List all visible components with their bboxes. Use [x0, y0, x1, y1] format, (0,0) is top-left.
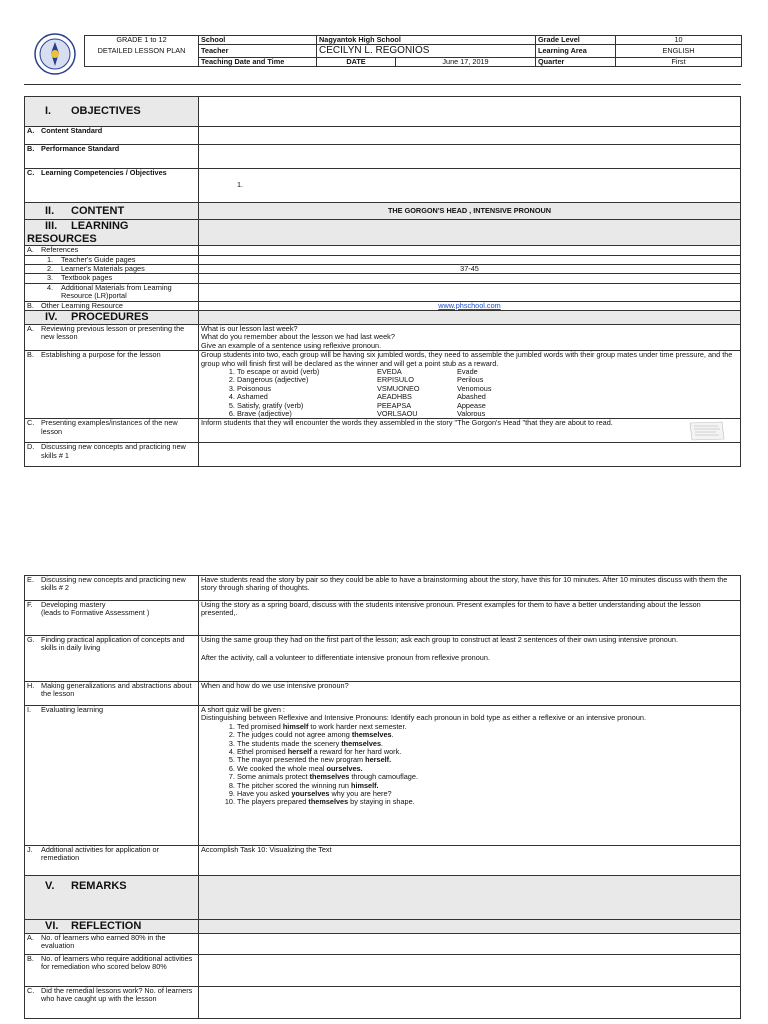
generalizations-content: When and how do we use intensive pronoun?: [199, 682, 741, 706]
lesson-plan-table-2: [24, 575, 741, 1019]
practical-application-label: G. Finding practical application of concepts and skills in daily living: [25, 636, 199, 682]
document-thumbnail-icon: [688, 421, 726, 441]
list-item: 6. We cooked the whole meal ourselves.: [237, 765, 738, 773]
learners-materials-label: 2. Learner's Materials pages: [25, 265, 199, 274]
developing-mastery-content: Using the story as a spring board, discuss with the students intensive pronoun. Present examples for them to have a better understanding about the lesson presented,.: [199, 601, 741, 636]
quarter-label: Quarter: [536, 57, 616, 66]
list-item: 10. The players prepared themselves by staying in shape.: [237, 798, 738, 806]
additional-materials-label: 4. Additional Materials from Learning Resource (LR)portal: [25, 283, 199, 301]
page-separator: [24, 84, 741, 85]
teacher-value: CECILYN L. REGONIOS: [317, 45, 536, 58]
date-label: Teaching Date and Time: [199, 57, 317, 66]
performance-standard-label: B. Performance Standard: [25, 145, 199, 169]
discussing-concepts-2-label: E. Discussing new concepts and practicing new skills # 2: [25, 576, 199, 601]
learners-materials-value: 37-45: [199, 265, 741, 274]
quarter-value: First: [616, 57, 742, 66]
content-heading: II. CONTENT: [25, 203, 199, 220]
quiz-list: [201, 723, 738, 807]
reviewing-lesson-label: A. Reviewing previous lesson or presenting the new lesson: [25, 325, 199, 351]
additional-activities-content: Accomplish Task 10: Visualizing the Text: [199, 846, 741, 876]
list-item: 9. Have you asked yourselves why you are here?: [237, 790, 738, 798]
references-label: A. References: [25, 246, 199, 255]
date-sub-label: DATE: [317, 57, 396, 66]
discussing-concepts-2-content: Have students read the story by pair so they could be able to have a brainstorming about the story, have this for 10 minutes. After 10 minutes discuss with them the story through sharing of thoughts.: [199, 576, 741, 601]
reflection-c-label: C. Did the remedial lessons work? No. of learners who have caught up with the lesson: [25, 986, 199, 1018]
presenting-examples-label: C. Presenting examples/instances of the new lesson: [25, 419, 199, 443]
objectives-heading: I. OBJECTIVES: [25, 97, 199, 127]
header-title-2: DETAILED LESSON PLAN: [85, 45, 199, 58]
date-value: June 17, 2019: [396, 57, 536, 66]
list-item: 5. Satisfy, gratify (verb) PEEAPSA Appease: [237, 402, 738, 410]
evaluating-learning-content: A short quiz will be given : Distinguishing between Reflexive and Intensive Pronouns: Identify each pronoun in bold type as either a reflexive or an intensive pronoun. 1. Ted promised himself to work harder next semester. 2. The judges could not agree among themselves. 3. The students made the scenery themselves. 4. Ethel promised herself a reward for her hard work. 5. The mayor presented the new program herself. 6. We cooked the whole meal ourselves. 7. Some animals protect themselves through camouflage. 8. The pitcher scored the winning run himself. 9. Have you asked yourselves why you are here? 10. The players prepared themselves by staying in shape.: [199, 706, 741, 846]
grade-label: Grade Level: [536, 36, 616, 45]
list-item: 3. The students made the scenery themselves.: [237, 740, 738, 748]
procedures-heading: IV. PROCEDURES: [25, 311, 199, 325]
list-item: 4. Ethel promised herself a reward for her hard work.: [237, 748, 738, 756]
generalizations-label: H. Making generalizations and abstractions about the lesson: [25, 682, 199, 706]
teacher-label: Teacher: [199, 45, 317, 58]
textbook-pages-label: 3. Textbook pages: [25, 274, 199, 283]
school-value: Nagyantok High School: [317, 36, 536, 45]
area-value: ENGLISH: [616, 45, 742, 58]
reflection-b-label: B. No. of learners who require additional activities for remediation who scored below 80%: [25, 954, 199, 986]
header-table: [84, 35, 742, 67]
list-item: 1. Ted promised himself to work harder next semester.: [237, 723, 738, 731]
list-item: 5. The mayor presented the new program herself.: [237, 756, 738, 764]
list-item: 2. The judges could not agree among themselves.: [237, 731, 738, 739]
list-item: 4. Ashamed AEADHBS Abashed: [237, 393, 738, 401]
list-item: 6. Brave (adjective) VORLSAOU Valorous: [237, 410, 738, 418]
list-item: 3. Poisonous VSMUONEO Venomous: [237, 385, 738, 393]
phschool-link[interactable]: www.phschool.com: [438, 301, 501, 310]
establishing-purpose-content: Group students into two, each group will be having six jumbled words, they need to assemble the jumbled words with their group mates under time pressure, and the group who will finish first will be declared as the winner and will get a point stub as a reward. 1. To escape or avoid (verb) EVEDA Evade 2. Dangerous (adjective) ERPISULO Perilous 3. Poisonous VSMUONEO Venomous 4. Ashamed AEADHBS Abashed 5. Satisfy, gratify (verb) PEEAPSA Appease 6. Brave (adjective) VORLSAOU Valorous: [199, 351, 741, 419]
header-title-1: GRADE 1 to 12: [85, 36, 199, 45]
teachers-guide-label: 1. Teacher's Guide pages: [25, 255, 199, 264]
content-standard-label: A. Content Standard: [25, 127, 199, 145]
jumbled-words-list: [201, 368, 738, 418]
presenting-examples-content: Inform students that they will encounter the words they assembled in the story "The Gorgon's Head "that they are about to read.: [199, 419, 741, 443]
evaluating-learning-label: I. Evaluating learning: [25, 706, 199, 846]
grade-value: 10: [616, 36, 742, 45]
list-item: 7. Some animals protect themselves through camouflage.: [237, 773, 738, 781]
school-label: School: [199, 36, 317, 45]
area-label: Learning Area: [536, 45, 616, 58]
reflection-a-label: A. No. of learners who earned 80% in the evaluation: [25, 933, 199, 954]
establishing-purpose-label: B. Establishing a purpose for the lesson: [25, 351, 199, 419]
practical-application-content: Using the same group they had on the first part of the lesson; ask each group to construct at least 2 sentences of their own using intensive pronoun. After the activity, call a volunteer to differentiate intensive pronoun from reflexive pronoun.: [199, 636, 741, 682]
content-value: THE GORGON'S HEAD , INTENSIVE PRONOUN: [199, 203, 741, 220]
other-resource-label: B. Other Learning Resource: [25, 301, 199, 310]
additional-activities-label: J. Additional activities for application or remediation: [25, 846, 199, 876]
learning-competencies-label: C. Learning Competencies / Objectives: [25, 169, 199, 203]
discussing-concepts-1-label: D. Discussing new concepts and practicing new skills # 1: [25, 443, 199, 467]
reflection-heading: VI. REFLECTION: [25, 920, 199, 934]
learning-resources-heading: III. LEARNING RESOURCES: [25, 220, 199, 246]
list-item: 8. The pitcher scored the winning run himself.: [237, 782, 738, 790]
lesson-plan-table-1: [24, 96, 741, 467]
developing-mastery-label: F. Developing mastery (leads to Formative Assessment ): [25, 601, 199, 636]
list-item: 1. To escape or avoid (verb) EVEDA Evade: [237, 368, 738, 376]
reviewing-lesson-content: What is our lesson last week? What do you remember about the lesson we had last week? Give an example of a sentence using reflexive pronoun.: [199, 325, 741, 351]
list-item: 2. Dangerous (adjective) ERPISULO Perilous: [237, 376, 738, 384]
remarks-heading: V. REMARKS: [25, 876, 199, 920]
competency-item: 1.: [237, 180, 244, 189]
deped-seal-icon: [34, 33, 76, 75]
